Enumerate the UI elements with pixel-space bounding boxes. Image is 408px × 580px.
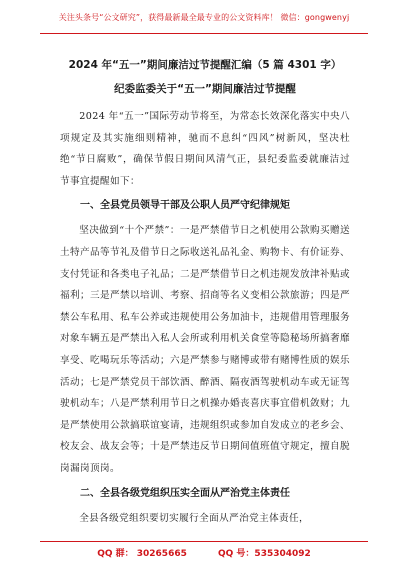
- intro-paragraph: 2024 年“五一”国际劳动节将至，为常态长效深化落实中央八项规定及其实施细则精神，驰而不息纠“四风”树新风，坚决杜绝“节日腐败”，确保节假日期间风清气正，县纪委监委就廉洁过节事宜提醒如下：: [60, 111, 350, 187]
- bottom-divider: [40, 541, 368, 542]
- footer-qq-group: QQ 群： 30265665: [97, 549, 187, 559]
- top-divider: [40, 33, 368, 34]
- document-body: [60, 52, 350, 529]
- banner-text: 关注头条号“公文研究”，获得最新最全最专业的公文资料库！ 微信：gongwenyj: [58, 13, 350, 22]
- top-banner: [0, 0, 408, 40]
- document-subtitle: 纪委监委关于“五一”期间廉洁过节提醒: [114, 83, 296, 95]
- document-title: 2024 年“五一”期间廉洁过节提醒汇编（5 篇 4301 字）: [68, 59, 342, 71]
- section-2-paragraph: 全县各级党组织要切实履行全面从严治党主体责任，: [79, 512, 310, 524]
- section-1-paragraph: 坚决做到“十个严禁”：一是严禁借节日之机使用公款购买赠送土特产品等节礼及借节日之际收送礼品礼金、购物卡、有价证券、支付凭证和各类电子礼品；二是严禁借节日之机违规发放津补贴或福利；三是严禁以培训、考察、招商等名义变相公款旅游；四是严禁公车私用、私车公养或违规使用公务加油卡，违规借用管理服务对象车辆五是严禁出入私人会所或利用机关食堂等隐秘场所搞奢靡享受、吃喝玩乐等活动；六是严禁参与赌博或带有赌博性质的娱乐活动；七是严禁党员干部饮酒、醉酒、隔夜酒驾驶机动车或无证驾驶机动车；八是严禁利用节日之机操办婚丧喜庆事宜借机敛财；九是严禁使用公款搞联谊宴请，违规组织或参加自发成立的老乡会、校友会、战友会等；十是严禁违反节日期间值班值守规定，擅自脱岗漏岗顶岗。: [60, 225, 350, 474]
- footer-contact: [0, 546, 408, 566]
- section-1-heading: 一、全县党员领导干部及公职人员严守纪律规矩: [80, 200, 290, 212]
- section-2-heading: 二、全县各级党组织压实全面从严治党主体责任: [80, 487, 290, 499]
- footer-qq-number: QQ 号：535304092: [218, 549, 311, 559]
